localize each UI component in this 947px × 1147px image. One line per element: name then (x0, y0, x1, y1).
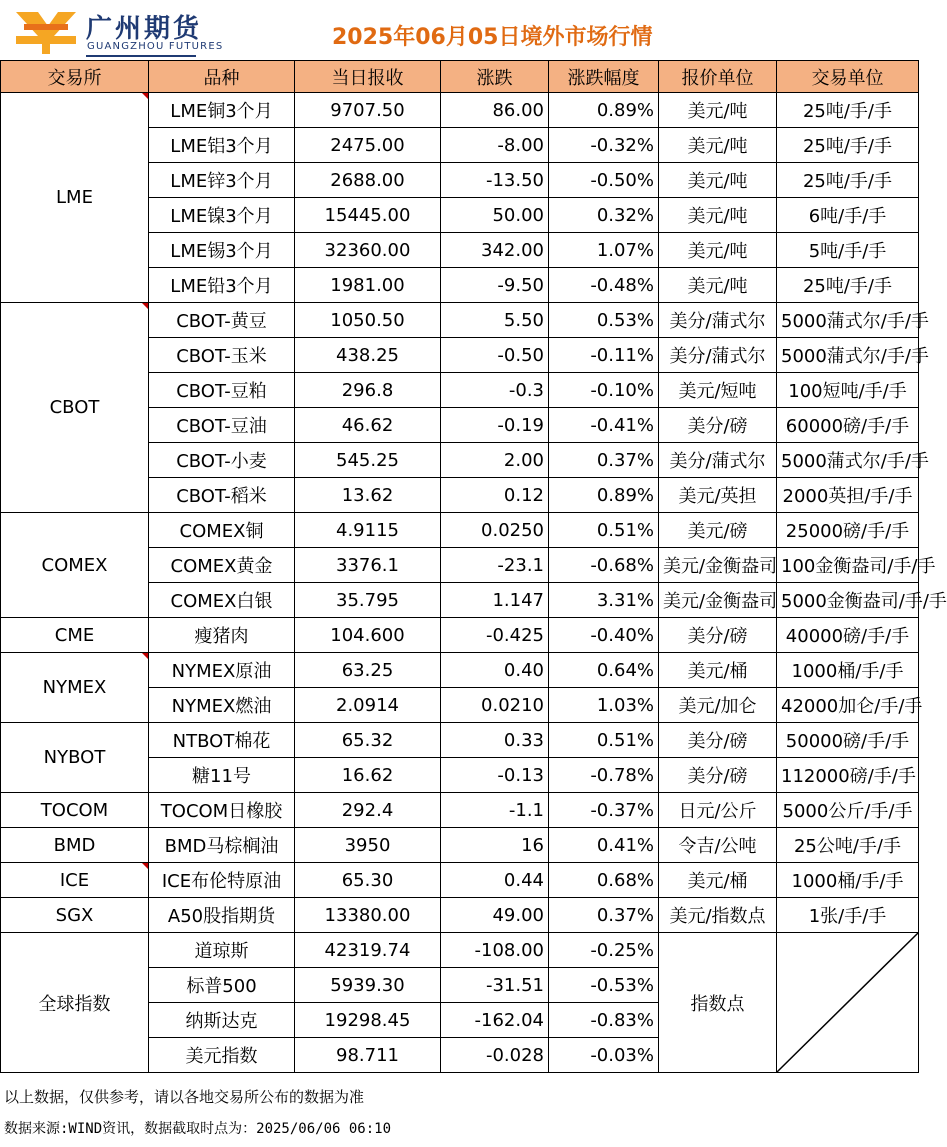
close-cell: 46.62 (295, 408, 441, 443)
change-cell: 16 (441, 828, 549, 863)
change-cell: -162.04 (441, 1003, 549, 1038)
quote-unit-cell: 美元/桶 (659, 653, 777, 688)
variety-cell: NYMEX原油 (149, 653, 295, 688)
change-cell: 1.147 (441, 583, 549, 618)
trade-unit-cell: 6吨/手/手 (777, 198, 919, 233)
trade-unit-cell: 100短吨/手/手 (777, 373, 919, 408)
close-cell: 438.25 (295, 338, 441, 373)
change-cell: -0.19 (441, 408, 549, 443)
change-cell: 0.33 (441, 723, 549, 758)
exchange-cell: 全球指数 (1, 933, 149, 1073)
quote-unit-cell: 美元/吨 (659, 128, 777, 163)
quote-unit-cell: 令吉/公吨 (659, 828, 777, 863)
footer-note: 以上数据，仅供参考，请以各地交易所公布的数据为准 (4, 1088, 365, 1106)
close-cell: 1050.50 (295, 303, 441, 338)
close-cell: 13.62 (295, 478, 441, 513)
close-cell: 9707.50 (295, 93, 441, 128)
trade-unit-cell: 25公吨/手/手 (777, 828, 919, 863)
page-title: 2025年06月05日境外市场行情 (332, 25, 653, 50)
variety-cell: 道琼斯 (149, 933, 295, 968)
close-cell: 19298.45 (295, 1003, 441, 1038)
change-cell: 0.44 (441, 863, 549, 898)
pct-cell: 0.68% (549, 863, 659, 898)
trade-unit-cell: 5000金衡盎司/手/手 (777, 583, 919, 618)
brand-underline (86, 55, 196, 57)
variety-cell: A50股指期货 (149, 898, 295, 933)
pct-cell: -0.10% (549, 373, 659, 408)
trade-unit-cell: 112000磅/手/手 (777, 758, 919, 793)
variety-cell: CBOT-玉米 (149, 338, 295, 373)
quote-unit-cell: 美元/吨 (659, 198, 777, 233)
change-cell: -13.50 (441, 163, 549, 198)
pct-cell: -0.37% (549, 793, 659, 828)
market-table (0, 60, 947, 1073)
exchange-cell: BMD (1, 828, 149, 863)
table-row (1, 793, 919, 828)
quote-unit-cell: 美元/短吨 (659, 373, 777, 408)
table-header-row (1, 61, 919, 93)
variety-cell: CBOT-豆粕 (149, 373, 295, 408)
quote-unit-cell: 美分/磅 (659, 618, 777, 653)
trade-unit-cell: 25吨/手/手 (777, 93, 919, 128)
table-body (1, 93, 947, 1073)
trade-unit-cell: 25吨/手/手 (777, 163, 919, 198)
close-cell: 15445.00 (295, 198, 441, 233)
pct-cell: 0.51% (549, 723, 659, 758)
quote-unit-cell: 美元/英担 (659, 478, 777, 513)
variety-cell: 美元指数 (149, 1038, 295, 1073)
table-row (1, 723, 919, 758)
close-cell: 292.4 (295, 793, 441, 828)
pct-cell: -0.68% (549, 548, 659, 583)
trade-unit-empty-cell (777, 933, 919, 1073)
pct-cell: 0.89% (549, 478, 659, 513)
close-cell: 98.711 (295, 1038, 441, 1073)
close-cell: 3376.1 (295, 548, 441, 583)
variety-cell: CBOT-小麦 (149, 443, 295, 478)
trade-unit-cell: 50000磅/手/手 (777, 723, 919, 758)
pct-cell: 0.53% (549, 303, 659, 338)
quote-unit-cell: 美元/吨 (659, 268, 777, 303)
trade-unit-cell: 25吨/手/手 (777, 128, 919, 163)
table-row (1, 653, 919, 688)
table-row (1, 618, 919, 653)
variety-cell: CBOT-稻米 (149, 478, 295, 513)
col-close-header: 当日报收 (295, 61, 441, 93)
change-cell: 342.00 (441, 233, 549, 268)
pct-cell: 0.51% (549, 513, 659, 548)
variety-cell: LME锌3个月 (149, 163, 295, 198)
table-row (1, 863, 919, 898)
close-cell: 16.62 (295, 758, 441, 793)
variety-cell: LME铜3个月 (149, 93, 295, 128)
variety-cell: 糖11号 (149, 758, 295, 793)
table-row (1, 828, 919, 863)
pct-cell: 0.64% (549, 653, 659, 688)
close-cell: 2.0914 (295, 688, 441, 723)
close-cell: 32360.00 (295, 233, 441, 268)
pct-cell: -0.11% (549, 338, 659, 373)
quote-unit-cell: 美元/桶 (659, 863, 777, 898)
exchange-cell: SGX (1, 898, 149, 933)
table-row (1, 933, 919, 968)
brand-name: 广州期货 (86, 14, 203, 44)
close-cell: 2475.00 (295, 128, 441, 163)
pct-cell: 1.07% (549, 233, 659, 268)
quote-unit-cell: 美分/磅 (659, 723, 777, 758)
table-row (1, 513, 919, 548)
col-pct-header: 涨跌幅度 (549, 61, 659, 93)
quote-unit-cell: 美元/金衡盎司 (659, 548, 777, 583)
footer-source: 数据来源:WIND资讯，数据截取时点为：2025/06/06 06:10 (4, 1121, 392, 1137)
diagonal-slash-icon (777, 933, 918, 1072)
quote-unit-cell: 美分/磅 (659, 758, 777, 793)
variety-cell: 标普500 (149, 968, 295, 1003)
pct-cell: -0.40% (549, 618, 659, 653)
close-cell: 13380.00 (295, 898, 441, 933)
variety-cell: LME锡3个月 (149, 233, 295, 268)
pct-cell: -0.25% (549, 933, 659, 968)
change-cell: 49.00 (441, 898, 549, 933)
change-cell: 86.00 (441, 93, 549, 128)
change-cell: -0.3 (441, 373, 549, 408)
close-cell: 42319.74 (295, 933, 441, 968)
table-row (1, 898, 919, 933)
exchange-cell: NYBOT (1, 723, 149, 793)
trade-unit-cell: 1张/手/手 (777, 898, 919, 933)
quote-unit-cell: 美元/加仑 (659, 688, 777, 723)
variety-cell: BMD马棕榈油 (149, 828, 295, 863)
close-cell: 65.32 (295, 723, 441, 758)
change-cell: -0.13 (441, 758, 549, 793)
variety-cell: NYMEX燃油 (149, 688, 295, 723)
trade-unit-cell: 60000磅/手/手 (777, 408, 919, 443)
change-cell: -8.00 (441, 128, 549, 163)
trade-unit-cell: 5吨/手/手 (777, 233, 919, 268)
trade-unit-cell: 5000蒲式尔/手/手 (777, 303, 919, 338)
pct-cell: 0.41% (549, 828, 659, 863)
pct-cell: -0.03% (549, 1038, 659, 1073)
col-trade-unit-header: 交易单位 (777, 61, 919, 93)
trade-unit-cell: 25吨/手/手 (777, 268, 919, 303)
quote-unit-cell: 美元/吨 (659, 93, 777, 128)
close-cell: 65.30 (295, 863, 441, 898)
exchange-cell: CME (1, 618, 149, 653)
change-cell: 0.40 (441, 653, 549, 688)
pct-cell: 0.89% (549, 93, 659, 128)
variety-cell: 瘦猪肉 (149, 618, 295, 653)
close-cell: 63.25 (295, 653, 441, 688)
close-cell: 296.8 (295, 373, 441, 408)
pct-cell: 0.37% (549, 898, 659, 933)
quote-unit-cell: 指数点 (659, 933, 777, 1073)
pct-cell: -0.53% (549, 968, 659, 1003)
variety-cell: LME镍3个月 (149, 198, 295, 233)
close-cell: 3950 (295, 828, 441, 863)
variety-cell: ICE布伦特原油 (149, 863, 295, 898)
col-quote-unit-header: 报价单位 (659, 61, 777, 93)
change-cell: -0.425 (441, 618, 549, 653)
exchange-cell: TOCOM (1, 793, 149, 828)
change-cell: 2.00 (441, 443, 549, 478)
close-cell: 1981.00 (295, 268, 441, 303)
pct-cell: -0.78% (549, 758, 659, 793)
col-variety-header: 品种 (149, 61, 295, 93)
change-cell: -0.50 (441, 338, 549, 373)
change-cell: -31.51 (441, 968, 549, 1003)
table-row (1, 93, 919, 128)
variety-cell: CBOT-黄豆 (149, 303, 295, 338)
close-cell: 545.25 (295, 443, 441, 478)
trade-unit-cell: 1000桶/手/手 (777, 863, 919, 898)
variety-cell: NTBOT棉花 (149, 723, 295, 758)
quote-unit-cell: 美分/蒲式尔 (659, 443, 777, 478)
change-cell: 0.0210 (441, 688, 549, 723)
change-cell: -1.1 (441, 793, 549, 828)
quote-unit-cell: 美分/蒲式尔 (659, 303, 777, 338)
pct-cell: -0.50% (549, 163, 659, 198)
trade-unit-cell: 40000磅/手/手 (777, 618, 919, 653)
quote-unit-cell: 日元/公斤 (659, 793, 777, 828)
page-header (0, 0, 918, 60)
guangzhou-futures-logo-icon (16, 12, 76, 54)
variety-cell: CBOT-豆油 (149, 408, 295, 443)
variety-cell: LME铝3个月 (149, 128, 295, 163)
change-cell: 50.00 (441, 198, 549, 233)
pct-cell: -0.41% (549, 408, 659, 443)
quote-unit-cell: 美元/吨 (659, 233, 777, 268)
close-cell: 4.9115 (295, 513, 441, 548)
trade-unit-cell: 25000磅/手/手 (777, 513, 919, 548)
trade-unit-cell: 2000英担/手/手 (777, 478, 919, 513)
pct-cell: 3.31% (549, 583, 659, 618)
pct-cell: -0.48% (549, 268, 659, 303)
quote-unit-cell: 美元/吨 (659, 163, 777, 198)
change-cell: -23.1 (441, 548, 549, 583)
change-cell: -0.028 (441, 1038, 549, 1073)
close-cell: 2688.00 (295, 163, 441, 198)
quote-unit-cell: 美分/磅 (659, 408, 777, 443)
exchange-cell: CBOT (1, 303, 149, 513)
change-cell: -108.00 (441, 933, 549, 968)
variety-cell: COMEX黄金 (149, 548, 295, 583)
close-cell: 5939.30 (295, 968, 441, 1003)
col-change-header: 涨跌 (441, 61, 549, 93)
quote-unit-cell: 美元/金衡盎司 (659, 583, 777, 618)
trade-unit-cell: 5000蒲式尔/手/手 (777, 338, 919, 373)
pct-cell: 0.37% (549, 443, 659, 478)
change-cell: 5.50 (441, 303, 549, 338)
variety-cell: 纳斯达克 (149, 1003, 295, 1038)
brand-name-en: GUANGZHOU FUTURES (87, 41, 224, 52)
col-exchange-header: 交易所 (1, 61, 149, 93)
trade-unit-cell: 42000加仑/手/手 (777, 688, 919, 723)
exchange-cell: COMEX (1, 513, 149, 618)
pct-cell: 1.03% (549, 688, 659, 723)
table-row (1, 303, 919, 338)
variety-cell: TOCOM日橡胶 (149, 793, 295, 828)
close-cell: 35.795 (295, 583, 441, 618)
variety-cell: LME铅3个月 (149, 268, 295, 303)
trade-unit-cell: 1000桶/手/手 (777, 653, 919, 688)
exchange-cell: ICE (1, 863, 149, 898)
exchange-cell: NYMEX (1, 653, 149, 723)
quote-unit-cell: 美分/蒲式尔 (659, 338, 777, 373)
quote-unit-cell: 美元/指数点 (659, 898, 777, 933)
quote-unit-cell: 美元/磅 (659, 513, 777, 548)
exchange-cell: LME (1, 93, 149, 303)
variety-cell: COMEX铜 (149, 513, 295, 548)
change-cell: 0.0250 (441, 513, 549, 548)
trade-unit-cell: 5000公斤/手/手 (777, 793, 919, 828)
pct-cell: -0.32% (549, 128, 659, 163)
change-cell: 0.12 (441, 478, 549, 513)
variety-cell: COMEX白银 (149, 583, 295, 618)
trade-unit-cell: 100金衡盎司/手/手 (777, 548, 919, 583)
pct-cell: 0.32% (549, 198, 659, 233)
pct-cell: -0.83% (549, 1003, 659, 1038)
change-cell: -9.50 (441, 268, 549, 303)
close-cell: 104.600 (295, 618, 441, 653)
trade-unit-cell: 5000蒲式尔/手/手 (777, 443, 919, 478)
